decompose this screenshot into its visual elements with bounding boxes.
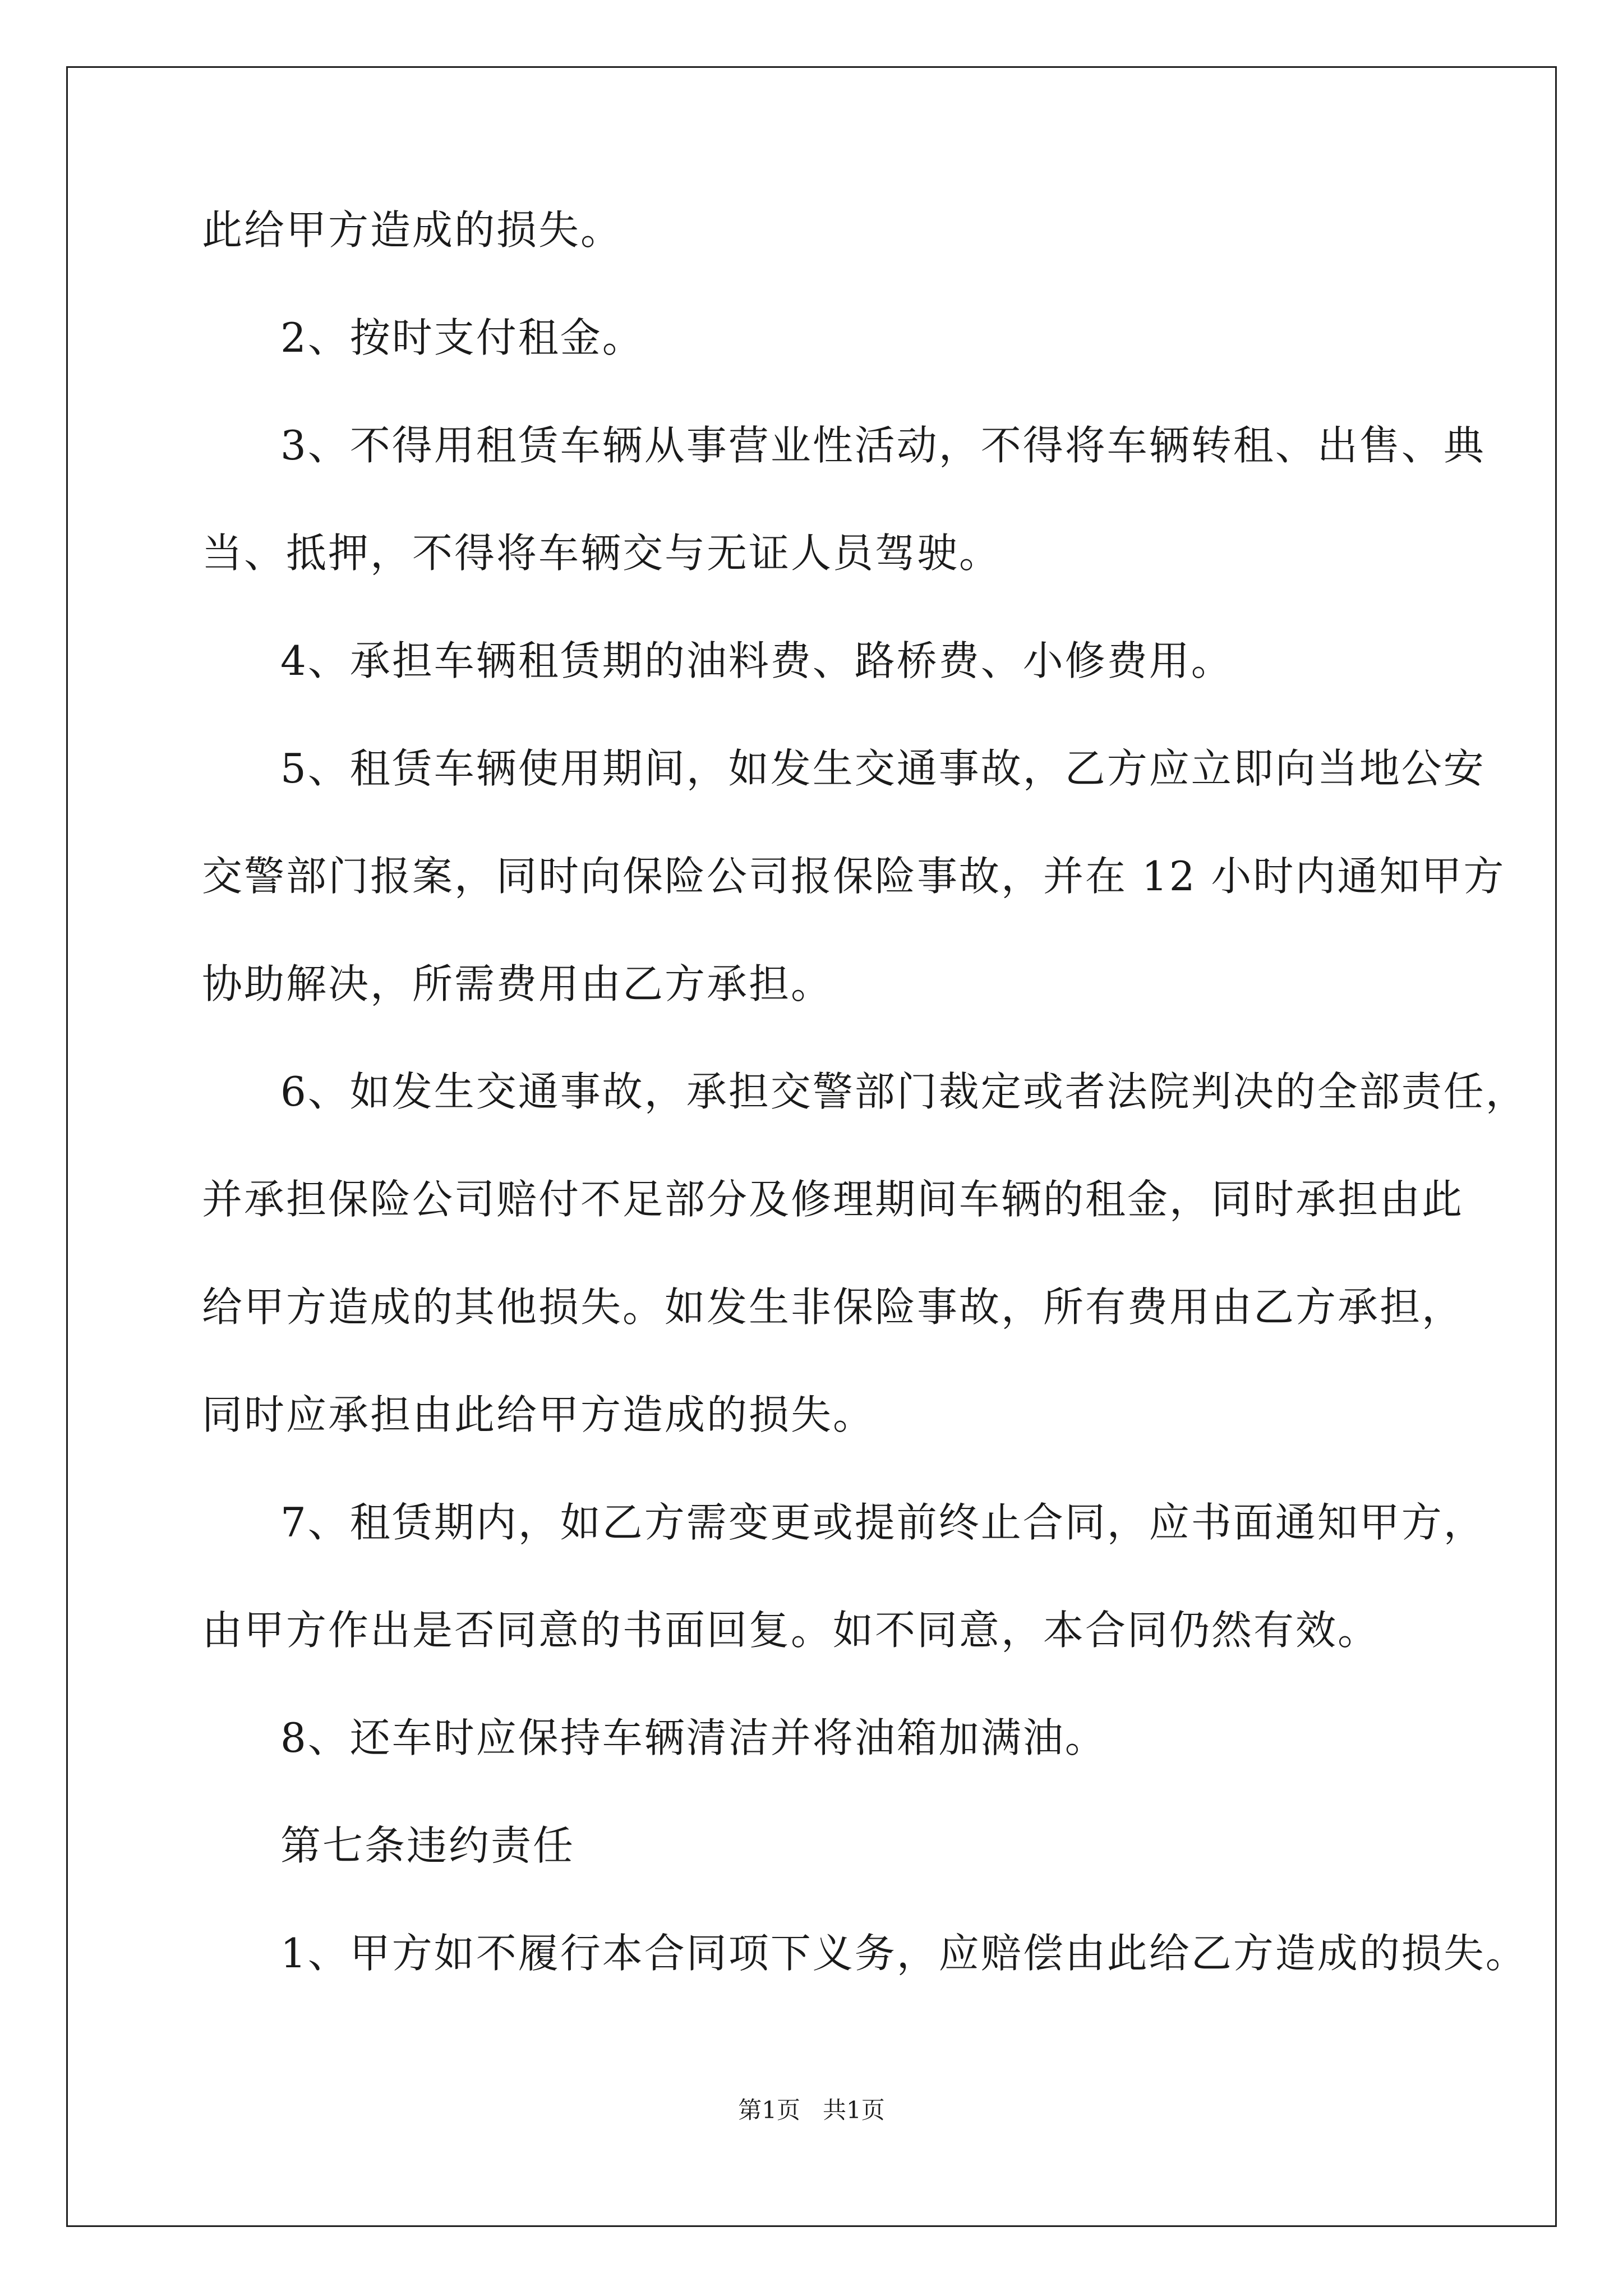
text-line: 并承担保险公司赔付不足部分及修理期间车辆的租金，同时承担由此 bbox=[202, 1176, 1464, 1223]
text-line: 交警部门报案，同时向保险公司报保险事故，并在 12 小时内通知甲方 bbox=[202, 853, 1506, 900]
text-line: 同时应承担由此给甲方造成的损失。 bbox=[202, 1391, 875, 1438]
clause-4: 4、承担车辆租赁期的油料费、路桥费、小修费用。 bbox=[280, 637, 1233, 684]
clause-2: 2、按时支付租金。 bbox=[280, 314, 644, 361]
text-line: 给甲方造成的其他损失。如发生非保险事故，所有费用由乙方承担， bbox=[202, 1283, 1464, 1331]
page-border bbox=[66, 66, 1557, 2227]
text-line: 由甲方作出是否同意的书面回复。如不同意，本合同仍然有效。 bbox=[202, 1607, 1380, 1654]
section-heading: 第七条违约责任 bbox=[280, 1822, 575, 1869]
text-line: 此给甲方造成的损失。 bbox=[202, 206, 623, 254]
text-line: 当、抵押，不得将车辆交与无证人员驾驶。 bbox=[202, 530, 1002, 577]
clause-3: 3、不得用租赁车辆从事营业性活动，不得将车辆转租、出售、典 bbox=[280, 422, 1486, 469]
clause-7: 7、租赁期内，如乙方需变更或提前终止合同，应书面通知甲方， bbox=[280, 1499, 1486, 1546]
clause-8: 8、还车时应保持车辆清洁并将油箱加满油。 bbox=[280, 1714, 1107, 1761]
liability-clause-1: 1、甲方如不履行本合同项下义务，应赔偿由此给乙方造成的损失。 bbox=[280, 1930, 1528, 1977]
page-footer: 第1页 共1页 bbox=[738, 2096, 885, 2124]
clause-5: 5、租赁车辆使用期间，如发生交通事故，乙方应立即向当地公安 bbox=[280, 745, 1486, 792]
text-line: 协助解决，所需费用由乙方承担。 bbox=[202, 960, 833, 1007]
clause-6: 6、如发生交通事故，承担交警部门裁定或者法院判决的全部责任， bbox=[280, 1068, 1528, 1115]
